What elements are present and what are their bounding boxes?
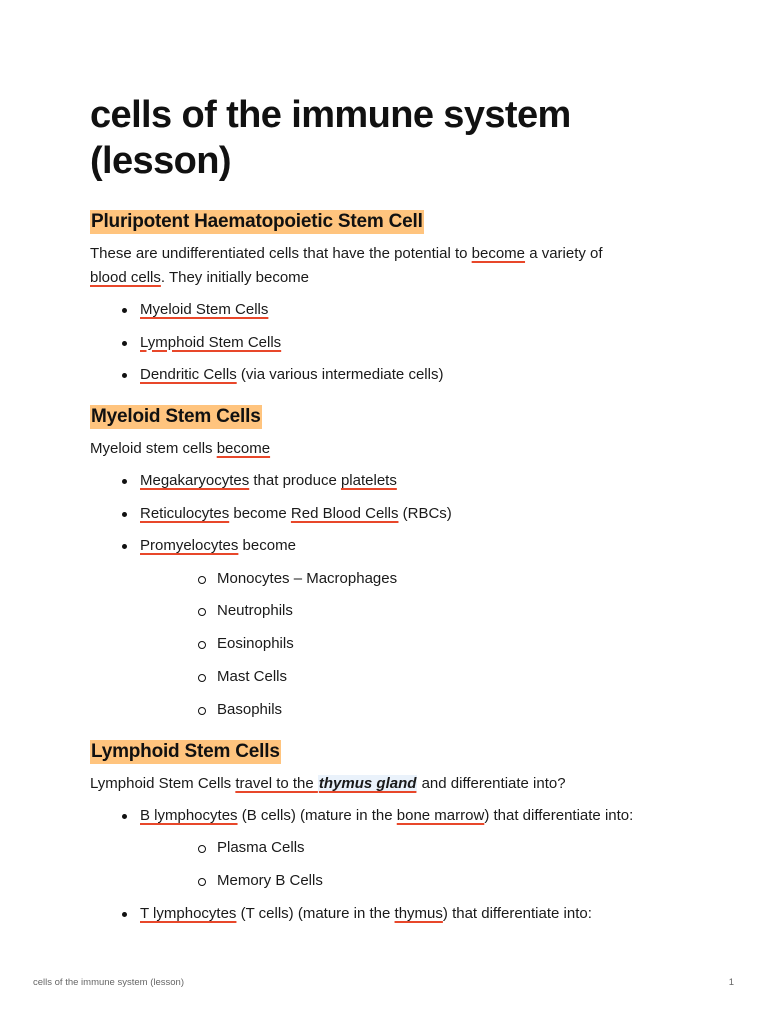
- sublist-item: Eosinophils: [140, 633, 690, 655]
- thymus-gland-term: thymus gland: [318, 775, 417, 793]
- phsc-intro-text: . They initially become: [160, 269, 310, 286]
- list-item-text: become: [238, 537, 296, 555]
- list-item-text: (RBCs): [398, 504, 452, 522]
- lymphoid-intro-paragraph: [90, 772, 690, 796]
- list-item-text: (via various intermediate cells): [236, 366, 444, 384]
- section-heading-wrap: [90, 740, 690, 764]
- become-link[interactable]: become: [471, 245, 526, 262]
- megakaryocytes-link[interactable]: Megakaryocytes: [140, 472, 250, 490]
- travel-link-text: travel to the: [235, 775, 318, 793]
- section-heading-phsc: Pluripotent Haematopoietic Stem Cell: [91, 211, 423, 232]
- phsc-list: [90, 299, 690, 386]
- b-lymphocytes-link[interactable]: B lymphocytes: [140, 807, 238, 825]
- lymphoid-list: [90, 805, 690, 925]
- blood-cells-link[interactable]: blood cells: [90, 269, 161, 286]
- list-item-text: (T cells) (mature in the: [236, 904, 395, 922]
- bone-marrow-link[interactable]: bone marrow: [396, 807, 485, 825]
- section-heading-wrap: [90, 405, 690, 429]
- promyelocytes-sublist: [140, 568, 690, 722]
- become-link[interactable]: become: [216, 440, 271, 458]
- sublist-item: Plasma Cells: [140, 837, 690, 859]
- lymphoid-intro-text: and differentiate into?: [417, 775, 566, 793]
- sublist-item: Mast Cells: [140, 666, 690, 688]
- phsc-intro-text: These are undifferentiated cells that have the potential to: [90, 245, 472, 262]
- page-title-line1: cells of the immune system: [90, 94, 571, 136]
- list-item: [90, 364, 690, 386]
- section-heading-wrap: [90, 210, 690, 234]
- lymphoid-stem-cells-link[interactable]: Lymphoid Stem Cells: [140, 333, 282, 351]
- list-item: [90, 332, 690, 354]
- myeloid-intro-text: Myeloid stem cells: [90, 440, 217, 458]
- reticulocytes-link[interactable]: Reticulocytes: [140, 504, 230, 522]
- sublist-item: Basophils: [140, 699, 690, 721]
- phsc-intro-paragraph: [90, 242, 690, 290]
- sublist-item: Monocytes – Macrophages: [140, 568, 690, 590]
- b-cells-sublist: [140, 837, 690, 892]
- myeloid-intro-paragraph: [90, 437, 690, 461]
- list-item: [90, 470, 690, 492]
- sublist-item: Memory B Cells: [140, 870, 690, 892]
- list-item: [90, 535, 690, 721]
- footer-document-title: cells of the immune system (lesson): [33, 977, 184, 988]
- list-item-text: that produce: [249, 472, 341, 490]
- list-item: [90, 805, 690, 892]
- list-item: [90, 503, 690, 525]
- promyelocytes-link[interactable]: Promyelocytes: [140, 537, 239, 555]
- phsc-intro-text: a variety of: [525, 245, 603, 262]
- travel-to-thymus-link[interactable]: [235, 775, 417, 792]
- page-title: [90, 92, 690, 184]
- list-item-text: (B cells) (mature in the: [237, 807, 397, 825]
- dendritic-cells-link[interactable]: Dendritic Cells: [140, 366, 237, 384]
- lymphoid-intro-text: Lymphoid Stem Cells: [90, 775, 236, 793]
- section-heading-myeloid: Myeloid Stem Cells: [91, 406, 261, 428]
- document-body: [90, 92, 690, 925]
- list-item-text: ) that differentiate into:: [442, 904, 592, 922]
- myeloid-list: [90, 470, 690, 721]
- red-blood-cells-link[interactable]: Red Blood Cells: [290, 504, 399, 522]
- list-item-text: ) that differentiate into:: [484, 807, 634, 825]
- footer-page-number: 1: [728, 977, 734, 988]
- list-item: [90, 903, 690, 925]
- platelets-link[interactable]: platelets: [340, 472, 397, 490]
- thymus-link[interactable]: thymus: [394, 904, 443, 922]
- t-lymphocytes-link[interactable]: T lymphocytes: [140, 904, 237, 922]
- page-title-line2: (lesson): [90, 140, 231, 182]
- myeloid-stem-cells-link[interactable]: Myeloid Stem Cells: [140, 301, 269, 318]
- sublist-item: Neutrophils: [140, 600, 690, 622]
- list-item: [90, 299, 690, 321]
- list-item-text: become: [229, 504, 291, 522]
- section-heading-lymphoid: Lymphoid Stem Cells: [91, 741, 280, 763]
